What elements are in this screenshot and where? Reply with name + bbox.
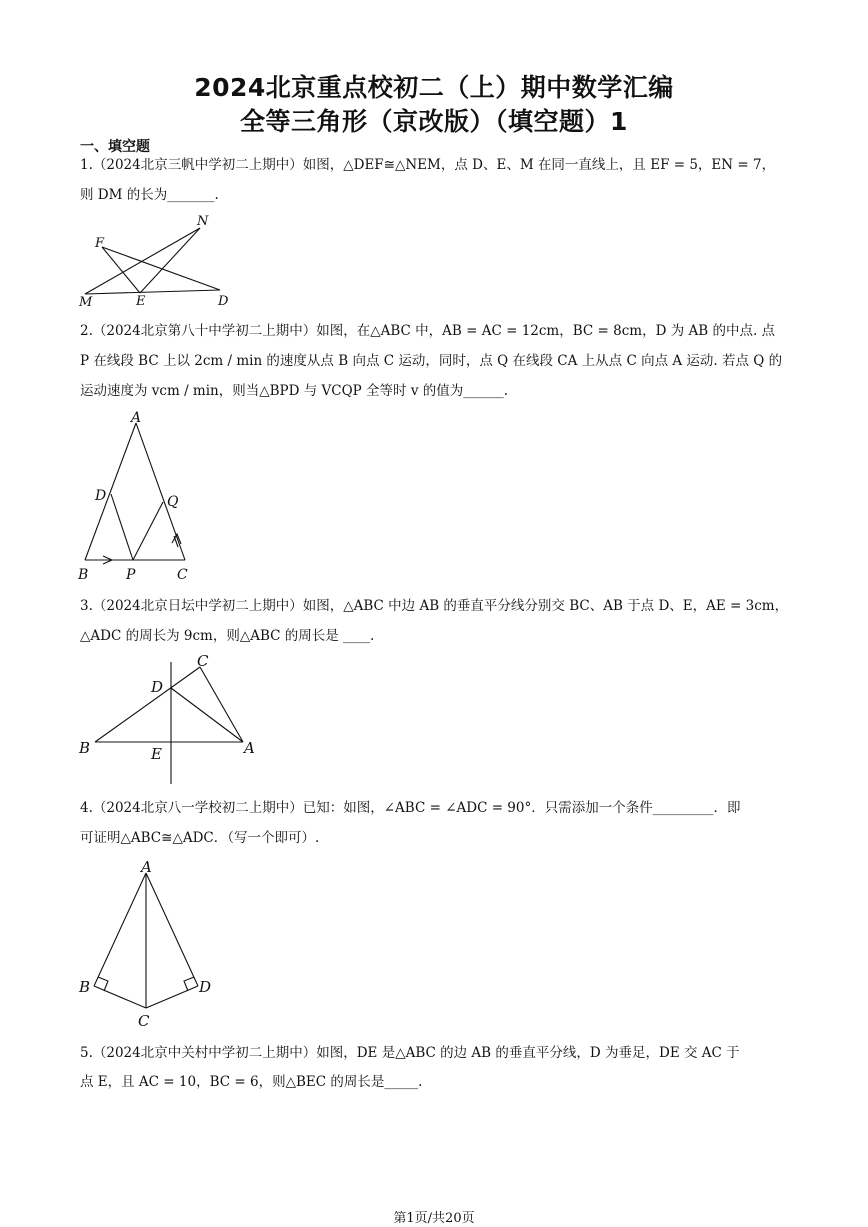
label-B: B <box>79 978 91 996</box>
label-N: N <box>197 214 209 229</box>
label-E: E <box>151 745 162 763</box>
label-A: A <box>131 410 142 426</box>
label-D: D <box>199 978 212 996</box>
label-Q: Q <box>167 494 179 510</box>
document-title-line-1: 2024北京重点校初二（上）期中数学汇编 <box>194 73 674 102</box>
question-4-line-2: 可证明△ABC≅△ADC．（写一个即可）. <box>80 830 320 846</box>
question-2-line-2: P 在线段 BC 上以 2cm / min 的速度从点 B 向点 C 运动，同时，点 Q 在线段 CA 上从点 C 向点 A 运动. 若点 Q 的 <box>80 353 783 369</box>
document-title-line-2: 全等三角形（京改版）（填空题）1 <box>240 107 628 136</box>
label-D: D <box>151 678 164 696</box>
label-C: C <box>177 567 188 583</box>
label-D: D <box>95 488 107 504</box>
question-2-figure <box>75 410 205 585</box>
label-E: E <box>136 294 146 309</box>
label-D: D <box>218 294 229 309</box>
label-F: F <box>95 236 105 251</box>
label-B: B <box>78 567 89 583</box>
question-4-line-1: 4.（2024北京八一学校初二上期中）已知：如图，∠ABC = ∠ADC = 90°．只需添加一个条件_________．即 <box>80 800 741 816</box>
label-C: C <box>197 652 209 670</box>
question-3-line-1: 3.（2024北京日坛中学初二上期中）如图，△ABC 中边 AB 的垂直平分线分别交 BC、AB 于点 D、E，AE = 3cm， <box>80 598 789 614</box>
question-5-line-1: 5.（2024北京中关村中学初二上期中）如图，DE 是△ABC 的边 AB 的垂直平分线，D 为垂足，DE 交 AC 于 <box>80 1045 740 1061</box>
question-4-figure <box>75 855 225 1035</box>
label-P: P <box>126 567 136 583</box>
question-1-line-2: 则 DM 的长为_______. <box>80 187 219 203</box>
label-M: M <box>79 295 93 310</box>
question-5-line-2: 点 E，且 AC = 10，BC = 6，则△BEC 的周长是_____. <box>80 1074 423 1090</box>
label-A: A <box>141 858 152 876</box>
question-3-line-2: △ADC 的周长为 9cm，则△ABC 的周长是 ____. <box>80 628 375 644</box>
question-2-line-3: 运动速度为 vcm / min，则当△BPD 与 VCQP 全等时 v 的值为______. <box>80 383 509 399</box>
question-3-figure <box>75 650 265 790</box>
question-1-figure <box>75 212 245 312</box>
question-1-line-1: 1.（2024北京三帆中学初二上期中）如图，△DEF≅△NEM，点 D、E、M 在同一直线上，且 EF = 5，EN = 7， <box>80 157 776 173</box>
page-footer: 第1页/共20页 <box>393 1211 475 1226</box>
label-C: C <box>138 1012 150 1030</box>
label-A: A <box>244 739 255 757</box>
label-B: B <box>79 739 91 757</box>
question-2-line-1: 2.（2024北京第八十中学初二上期中）如图，在△ABC 中，AB = AC = 12cm，BC = 8cm，D 为 AB 的中点. 点 <box>80 323 776 339</box>
section-heading: 一、填空题 <box>80 139 150 155</box>
